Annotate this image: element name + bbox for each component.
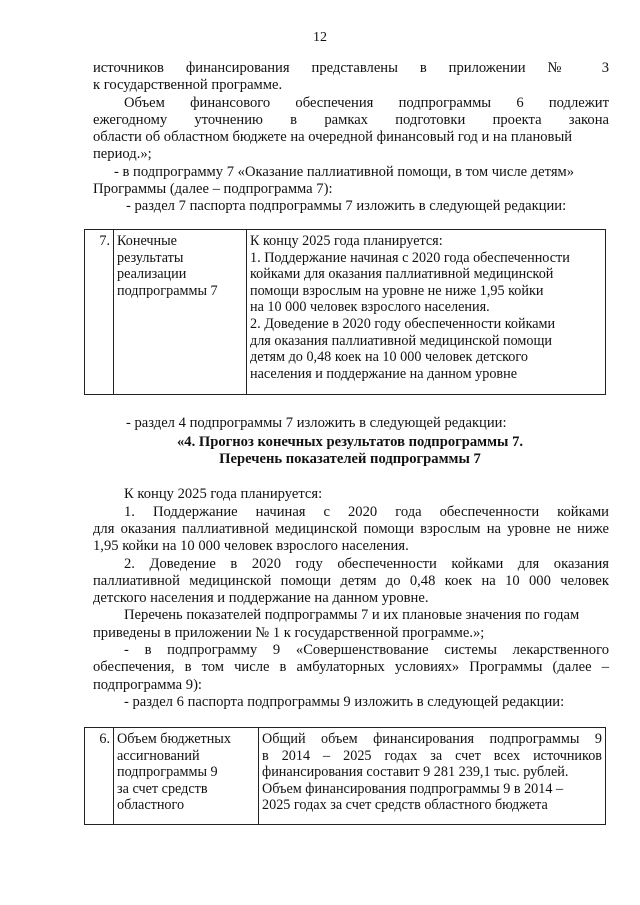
page-number: 12 [313,30,327,45]
content-line: помощи взрослым на уровне не ниже 1,95 койки [250,282,544,299]
passport-table-section-6 [84,727,606,825]
content-line: в 2014 – 2025 годах за счет всех источников [262,747,602,764]
content-line: К концу 2025 года планируется: [250,233,443,249]
content-line: Общий объем финансирования подпрограммы 9 [262,731,602,747]
body-line: 1,95 койки на 10 000 человек взрослого населения. [93,538,409,554]
paragraph-line: области об областном бюджете на очередной финансовый год и на плановый [93,129,573,145]
paragraph-line: источников финансирования представлены в приложении № 3 [93,60,609,76]
body-line: паллиативной медицинской помощи детям до 0,48 коек на 10 000 человек [93,573,609,589]
table-row [85,728,606,825]
row-label [114,728,259,825]
label-line: подпрограммы 9 [117,764,218,781]
content-line: Объем финансирования подпрограммы 9 в 2014 – [262,780,564,797]
paragraph-line: период.»; [93,146,152,162]
body-line: подпрограмма 9): [93,677,202,693]
body-line: детского населения и поддержание на данном уровне. [93,590,429,606]
content-line: 2025 годах за счет средств областного бюджета [262,797,548,814]
content-line: на 10 000 человек взрослого населения. [250,299,490,316]
paragraph-line: ежегодному уточнению в рамках подготовки проекта закона [93,112,609,128]
label-line: Объем бюджетных [117,731,231,747]
body-line: 1. Поддержание начиная с 2020 года обеспеченности койками [124,504,609,520]
content-line: финансирования составит 9 281 239,1 тыс. рублей. [262,764,569,781]
row-content [259,728,606,825]
paragraph-line: Объем финансового обеспечения подпрограммы 6 подлежит [124,95,609,111]
content-line: 1. Поддержание начиная с 2020 года обеспеченности [250,249,570,266]
row-label [114,230,247,395]
paragraph-line: - в подпрограмму 7 «Оказание паллиативной помощи, в том числе детям» [114,164,575,180]
table-row [85,230,606,395]
row-number: 6. [85,728,114,825]
label-line: реализации [117,266,187,283]
paragraph-line: - раздел 7 паспорта подпрограммы 7 изложить в следующей редакции: [126,198,567,214]
content-line: населения и поддержание на данном уровне [250,365,518,382]
paragraph-line: к государственной программе. [93,77,283,93]
body-line: К концу 2025 года планируется: [124,486,323,502]
body-line: - в подпрограмму 9 «Совершенствование системы лекарственного [124,642,609,658]
label-line: за счет средств [117,780,208,797]
body-line: приведены в приложении № 1 к государственной программе.»; [93,625,485,641]
row-content [247,230,606,395]
content-line: для оказания паллиативной медицинской помощи [250,332,552,349]
label-line: ассигнований [117,747,200,764]
section-heading: «4. Прогноз конечных результатов подпрограммы 7. [176,434,524,450]
content-line: детям до 0,48 коек на 10 000 человек детского [250,349,528,366]
body-line: Перечень показателей подпрограммы 7 и их плановые значения по годам [124,607,580,623]
body-line: обеспечения, в том числе в амбулаторных условиях» Программы (далее – [93,659,609,675]
section-heading: Перечень показателей подпрограммы 7 [219,451,481,467]
label-line: результаты [117,249,184,266]
paragraph-line: - раздел 4 подпрограммы 7 изложить в следующей редакции: [126,415,507,431]
paragraph-line: Программы (далее – подпрограмма 7): [93,181,333,197]
label-line: подпрограммы 7 [117,282,218,299]
label-line: областного [117,797,185,814]
content-line: 2. Доведение в 2020 году обеспеченности койками [250,315,556,332]
body-line: для оказания паллиативной медицинской помощи взрослым на уровне не ниже [93,521,609,537]
body-line: 2. Доведение в 2020 году обеспеченности койками для оказания [124,556,609,572]
label-line: Конечные [117,233,177,249]
body-line: - раздел 6 паспорта подпрограммы 9 изложить в следующей редакции: [124,694,565,710]
row-number: 7. [85,230,114,395]
passport-table-section-7 [84,229,606,395]
content-line: койками для оказания паллиативной медицинской [250,266,554,283]
